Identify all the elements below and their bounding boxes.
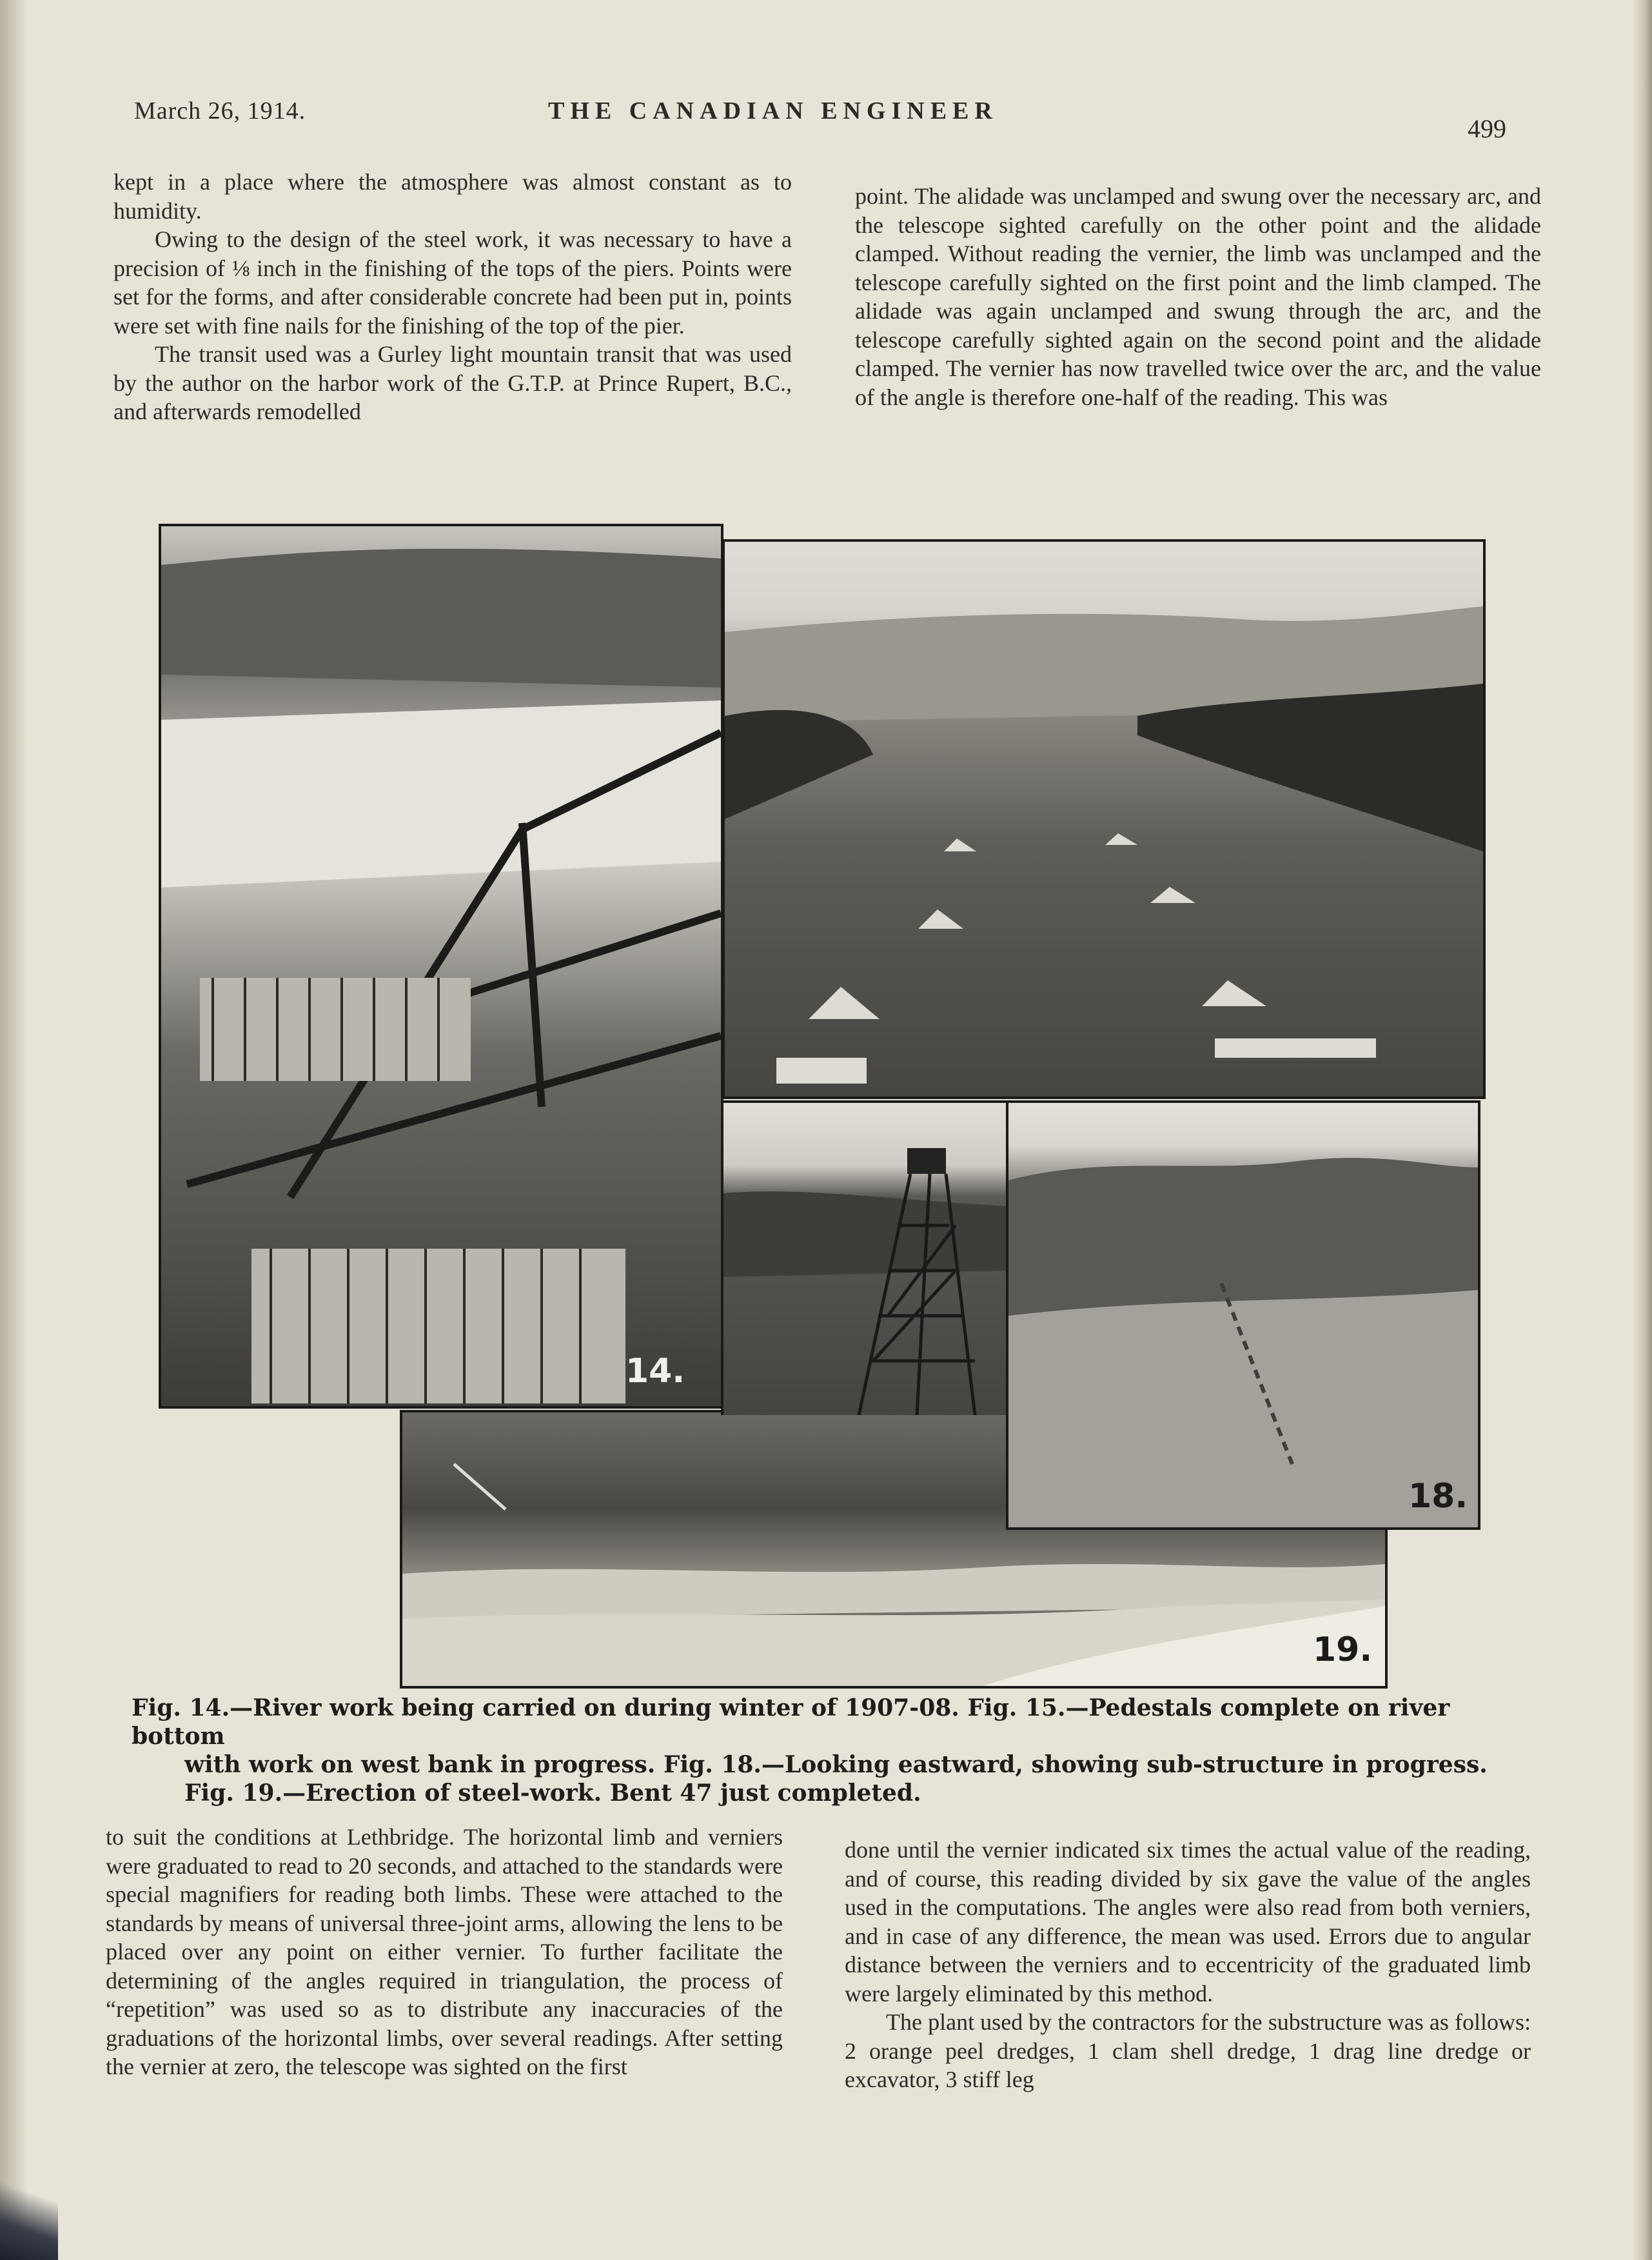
bottom-left-column <box>106 1823 783 2081</box>
paragraph: Owing to the design of the steel work, it was necessary to have a precision of ⅛ inch in the finishing of the tops of the piers. Points were set for the forms, and after considerable concrete had been put in, points were set with fine nails for the finishing of the top of the pier. <box>113 226 792 339</box>
photo-fig-19-trestle <box>721 1100 1010 1415</box>
top-left-column <box>113 168 792 426</box>
page-edge <box>1633 0 1652 2260</box>
paragraph: done until the vernier indicated six times the actual value of the reading, and of course, this reading divided by six gave the value of the angles used in the computations. The angles were also read from both verniers, and in case of any difference, the mean was used. Errors due to angular distance between the verniers and to eccentricity of the graduated limb were largely eliminated by this method. <box>845 1837 1531 2007</box>
photo-fig-18 <box>1006 1100 1480 1530</box>
paragraph: to suit the conditions at Lethbridge. The horizontal limb and verniers were graduated to read to 20 seconds, and attached to the standards were special magnifiers for reading both limbs. These were attached to the standards by means of universal three-joint arms, allowing the lens to be placed over any point on either vernier. To further facilitate the determining of the angles required in triangulation, the process of “repetition” was used so as to distribute any inaccuracies of the graduations of the horizontal limbs, over several readings. After setting the vernier at zero, the telescope was sighted on the first <box>106 1824 783 2079</box>
figure-caption <box>132 1694 1499 1807</box>
journal-title: THE CANADIAN ENGINEER <box>548 97 998 124</box>
bottom-right-column <box>845 1836 1531 2094</box>
paragraph: point. The alidade was unclamped and swung over the necessary arc, and the telescope sighted carefully on the other point and the alidade clamped. Without reading the vernier, the limb was unclamped and the telescope carefully sighted on the first point and the limb clamped. The alidade was again unclamped and swung through the arc, and the telescope carefully sighted again on the second point and the alidade clamped. The vernier has now travelled twice over the arc, and the value of the angle is therefore one-half of the reading. This was <box>855 183 1541 410</box>
photo-fig-15 <box>722 539 1486 1099</box>
paragraph: The plant used by the contractors for the substructure was as follows: 2 orange peel dredges, 1 clam shell dredge, 1 drag line dredge or excavator, 3 stiff leg <box>845 2009 1531 2092</box>
paragraph: The transit used was a Gurley light mountain transit that was used by the author on the harbor work of the G.T.P. at Prince Rupert, B.C., and afterwards remodelled <box>113 341 792 424</box>
binding-shadow <box>0 2183 58 2260</box>
binding-gutter <box>0 0 28 2260</box>
top-right-column <box>855 182 1541 411</box>
header-date: March 26, 1914. <box>134 97 306 124</box>
fig-19-label: 19. <box>1313 1631 1373 1669</box>
fig-14-label: 14. <box>625 1352 685 1391</box>
photo-fig-14 <box>159 524 723 1409</box>
caption-line: Fig. 14.—River work being carried on during winter of 1907-08. Fig. 15.—Pedestals complete on river bottom <box>132 1694 1450 1750</box>
paragraph: kept in a place where the atmosphere was almost constant as to humidity. <box>113 169 792 224</box>
page-number: 499 <box>1468 114 1506 143</box>
fig-18-label: 18. <box>1408 1477 1468 1516</box>
caption-line: Fig. 19.—Erection of steel-work. Bent 47 just completed. <box>184 1779 921 1807</box>
caption-line: with work on west bank in progress. Fig. 18.—Looking eastward, showing sub-structure in progress. <box>184 1751 1488 1778</box>
